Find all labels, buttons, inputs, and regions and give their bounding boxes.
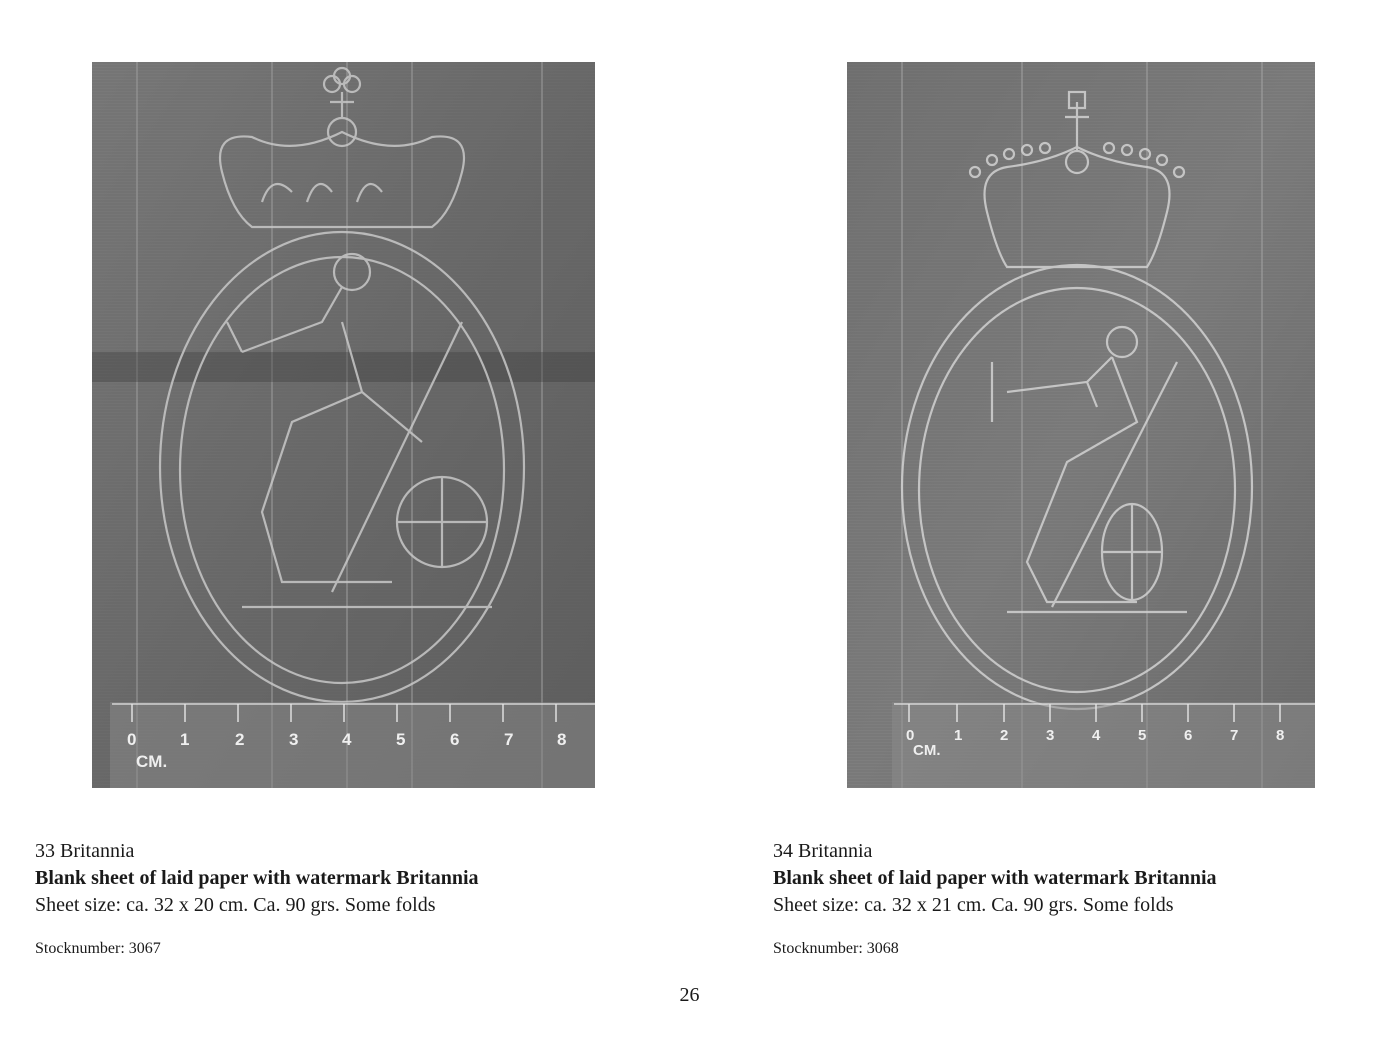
ruler-number: 3 [289, 730, 299, 749]
ruler-unit: CM. [913, 742, 941, 759]
ruler-number: 1 [180, 730, 190, 749]
page-number: 26 [679, 984, 700, 1006]
ruler-number: 7 [504, 730, 514, 749]
entry-description: Blank sheet of laid paper with watermark Britannia [35, 867, 479, 889]
entry-details: Sheet size: ca. 32 x 20 cm. Ca. 90 grs. Some folds [35, 894, 436, 916]
watermark-photo-34 [847, 62, 1315, 788]
ruler-number: 6 [450, 730, 460, 749]
caption-34 [773, 838, 1217, 919]
watermark-photo-33 [92, 62, 595, 788]
ruler-number: 4 [1092, 727, 1101, 744]
stock-number: Stocknumber: 3068 [773, 940, 899, 957]
ruler-number: 5 [396, 730, 406, 749]
entry-title: 33 Britannia [35, 840, 135, 862]
ruler-number: 6 [1184, 727, 1193, 744]
ruler-number: 4 [342, 730, 352, 749]
entry-details: Sheet size: ca. 32 x 21 cm. Ca. 90 grs. Some folds [773, 894, 1174, 916]
stock-number: Stocknumber: 3067 [35, 940, 161, 957]
entry-description: Blank sheet of laid paper with watermark Britannia [773, 867, 1217, 889]
ruler-number: 8 [557, 730, 567, 749]
ruler-number: 0 [906, 727, 915, 744]
ruler-number: 8 [1276, 727, 1285, 744]
ruler-number: 2 [1000, 727, 1009, 744]
ruler-number: 7 [1230, 727, 1239, 744]
ruler-number: 1 [954, 727, 963, 744]
ruler-number: 0 [127, 730, 137, 749]
ruler-unit: CM. [136, 752, 168, 771]
entry-title: 34 Britannia [773, 840, 873, 862]
caption-33 [35, 838, 479, 919]
ruler-number: 3 [1046, 727, 1055, 744]
ruler-number: 2 [235, 730, 245, 749]
ruler-number: 5 [1138, 727, 1147, 744]
